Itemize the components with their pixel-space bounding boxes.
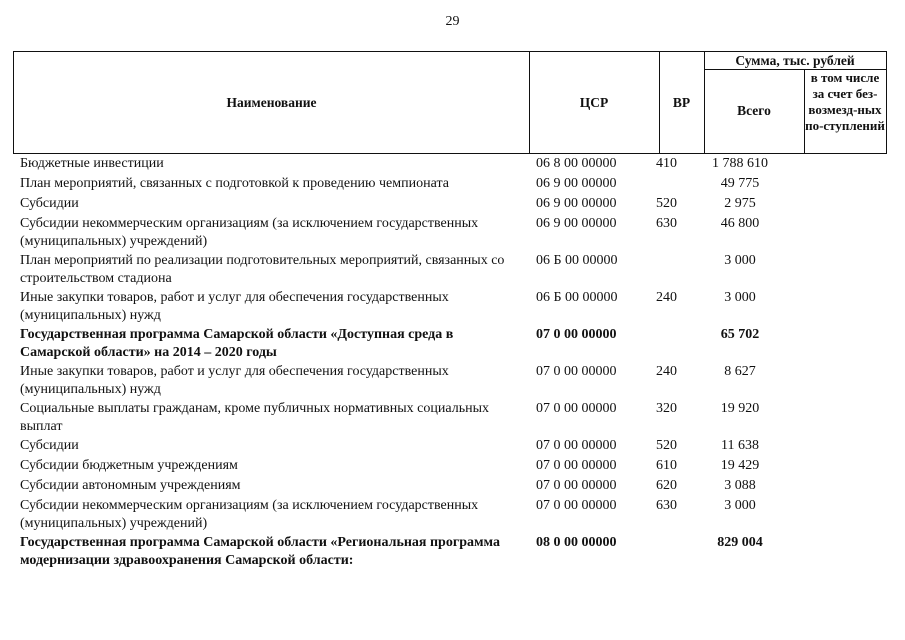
row-total: 1 788 610 [712,156,768,171]
row-csr: 06 Б 00 00000 [536,290,618,305]
row-vr: 520 [656,438,677,453]
row-total: 2 975 [724,196,756,211]
row-vr: 610 [656,458,677,473]
row-csr: 06 9 00 00000 [536,216,617,231]
header-name: Наименование [226,94,317,110]
row-csr: 07 0 00 00000 [536,438,617,453]
table-row [0,195,905,215]
row-vr: 240 [656,364,677,379]
row-name: Социальные выплаты гражданам, кроме публичных нормативных социальных выплат [20,401,489,434]
row-vr: 320 [656,401,677,416]
row-name: Субсидии некоммерческим организациям (за исключением государственных (муниципальных) учреждений) [20,216,479,249]
table-row [0,400,905,437]
row-csr: 07 0 00 00000 [536,458,617,473]
row-total: 19 429 [720,458,760,473]
row-csr: 07 0 00 00000 [536,327,617,342]
row-name: Иные закупки товаров, работ и услуг для обеспечения государственных (муниципальных) нужд [20,364,449,397]
row-vr: 630 [656,498,677,513]
row-vr: 630 [656,216,677,231]
row-vr: 240 [656,290,677,305]
header-csr: ЦСР [579,94,609,110]
row-total: 3 000 [724,498,756,513]
row-name: Государственная программа Самарской области «Доступная среда в Самарской области» на 2014 – 2020 годы [20,327,454,360]
row-csr: 07 0 00 00000 [536,364,617,379]
table-row [0,477,905,497]
row-total: 8 627 [724,364,756,379]
page-number: 29 [445,14,460,29]
row-total: 46 800 [720,216,760,231]
row-total: 829 004 [717,535,763,550]
row-name: Государственная программа Самарской области «Региональная программа модернизации здравоохранения Самарской области: [20,535,500,568]
table-row [0,289,905,326]
row-total: 3 000 [724,253,756,268]
row-total: 49 775 [720,176,760,191]
row-total: 65 702 [720,327,760,342]
row-csr: 06 9 00 00000 [536,176,617,191]
row-name: План мероприятий, связанных с подготовкой к проведению чемпионата [20,176,449,191]
header-sum: Сумма, тыс. рублей [735,52,855,68]
row-name: Субсидии некоммерческим организациям (за исключением государственных (муниципальных) учреждений) [20,498,479,531]
row-csr: 06 8 00 00000 [536,156,617,171]
table-row [0,155,905,175]
table-row [0,326,905,363]
table-row [0,175,905,195]
header-vr: ВР [672,94,691,110]
row-vr: 620 [656,478,677,493]
row-vr: 410 [656,156,677,171]
row-name: Субсидии [20,438,79,453]
header-total: Всего [737,103,771,118]
row-csr: 06 Б 00 00000 [536,253,618,268]
table-row [0,252,905,289]
table-row [0,215,905,252]
table-row [0,534,905,571]
table-body [0,155,905,571]
row-name: Бюджетные инвестиции [20,156,164,171]
row-total: 11 638 [721,438,759,453]
row-name: Субсидии автономным учреждениям [20,478,241,493]
row-csr: 08 0 00 00000 [536,535,617,550]
row-csr: 07 0 00 00000 [536,498,617,513]
row-csr: 06 9 00 00000 [536,196,617,211]
row-name: План мероприятий по реализации подготовительных мероприятий, связанных со строительством стадиона [20,253,505,286]
table-row [0,437,905,457]
row-name: Субсидии бюджетным учреждениям [20,458,238,473]
table-row [0,457,905,477]
row-vr: 520 [656,196,677,211]
table-row [0,363,905,400]
table-row [0,497,905,534]
row-total: 19 920 [720,401,760,416]
row-total: 3 000 [724,290,756,305]
table-header [13,51,887,154]
header-including: в том числе за счет без-возмезд-ных по-ступлений [805,70,885,133]
row-name: Иные закупки товаров, работ и услуг для обеспечения государственных (муниципальных) нужд [20,290,449,323]
row-name: Субсидии [20,196,79,211]
row-csr: 07 0 00 00000 [536,401,617,416]
row-csr: 07 0 00 00000 [536,478,617,493]
row-total: 3 088 [724,478,756,493]
